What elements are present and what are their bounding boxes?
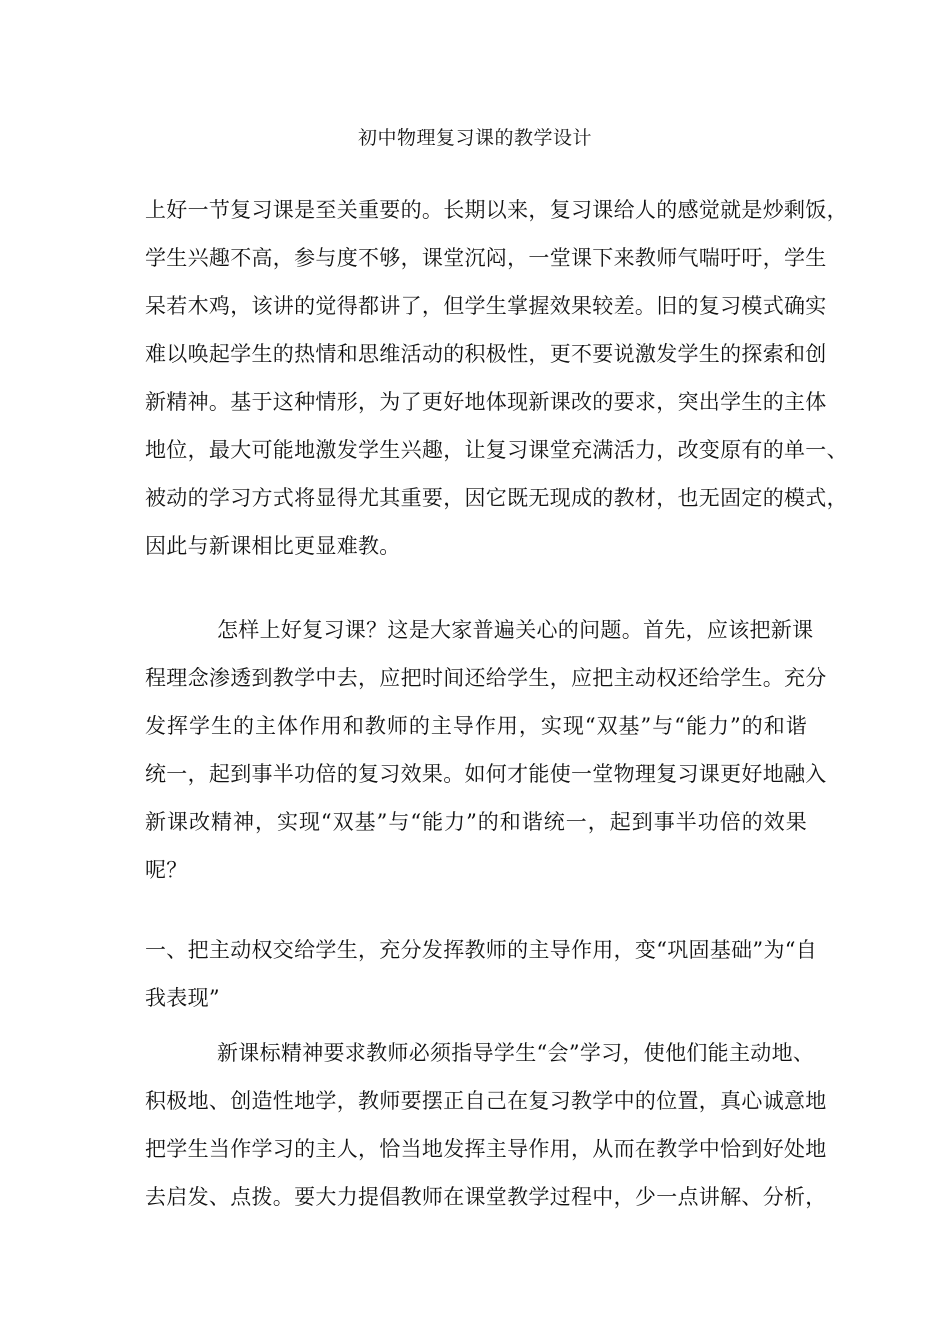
paragraph-line: 地位，最大可能地激发学生兴趣，让复习课堂充满活力，改变原有的单一、 [145,438,848,462]
paragraph-line: 怎样上好复习课？这是大家普遍关心的问题。首先，应该把新课 [217,618,814,642]
paragraph-line: 把学生当作学习的主人，恰当地发挥主导作用，从而在教学中恰到好处地 [145,1137,827,1161]
paragraph-line: 因此与新课相比更显难教。 [145,534,401,558]
section-heading [145,926,818,1022]
heading-line: 我表现” [145,986,220,1010]
paragraph-line: 程理念渗透到教学中去，应把时间还给学生，应把主动权还给学生。充分 [145,666,827,690]
paragraph-line: 新精神。基于这种情形，为了更好地体现新课改的要求，突出学生的主体 [145,390,827,414]
heading-line: 一、把主动权交给学生，充分发挥教师的主导作用，变“巩固基础”为“自 [145,938,818,962]
paragraph-line: 新课改精神，实现“双基”与“能力”的和谐统一，起到事半功倍的效果 [145,810,807,834]
paragraph-body [145,1029,827,1221]
paragraph-line: 难以唤起学生的热情和思维活动的积极性，更不要说激发学生的探索和创 [145,342,827,366]
paragraph-line: 去启发、点拨。要大力提倡教师在课堂教学过程中，少一点讲解、分析， [145,1185,827,1209]
paragraph-line: 积极地、创造性地学，教师要摆正自己在复习教学中的位置，真心诚意地 [145,1089,827,1113]
paragraph-line: 发挥学生的主体作用和教师的主导作用，实现“双基”与“能力”的和谐 [145,714,807,738]
paragraph-line: 呆若木鸡，该讲的觉得都讲了，但学生掌握效果较差。旧的复习模式确实 [145,294,827,318]
paragraph-line: 新课标精神要求教师必须指导学生“会”学习，使他们能主动地、 [217,1041,815,1065]
paragraph-line: 呢？ [145,858,188,882]
paragraph-line: 学生兴趣不高，参与度不够，课堂沉闷，一堂课下来教师气喘吁吁，学生 [145,246,827,270]
paragraph-line: 统一，起到事半功倍的复习效果。如何才能使一堂物理复习课更好地融入 [145,762,827,786]
paragraph-line: 上好一节复习课是至关重要的。长期以来，复习课给人的感觉就是炒剩饭， [145,198,848,222]
paragraph-question [145,606,827,894]
paragraph-line: 被动的学习方式将显得尤其重要，因它既无现成的教材，也无固定的模式， [145,486,848,510]
document-title: 初中物理复习课的教学设计 [357,127,592,149]
paragraph-intro [145,186,848,570]
